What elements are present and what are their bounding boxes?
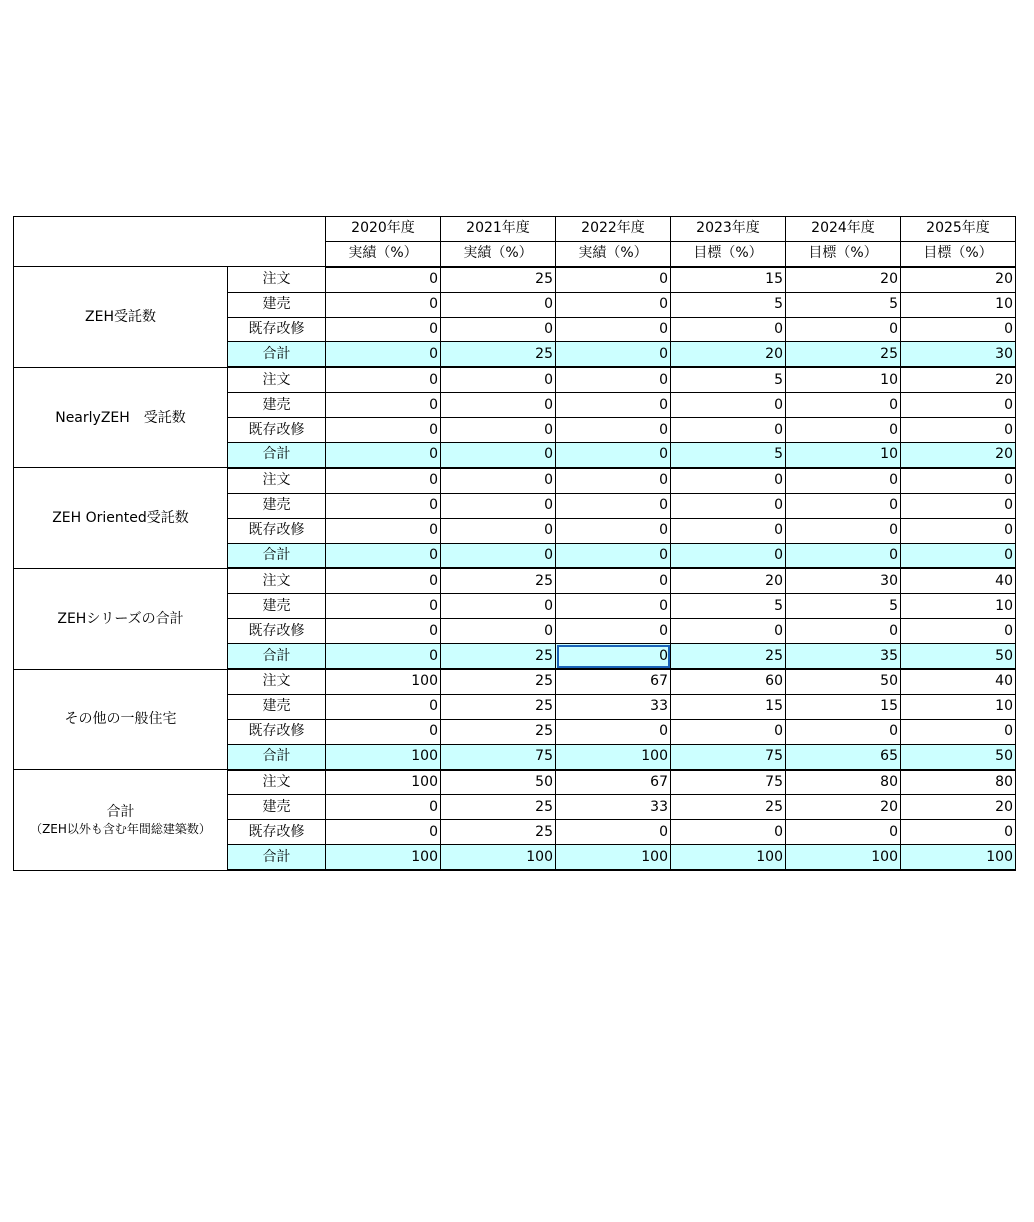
subcategory-cell[interactable]: 合計 bbox=[228, 543, 326, 568]
value-cell[interactable]: 5 bbox=[786, 594, 901, 619]
value-cell[interactable]: 0 bbox=[786, 493, 901, 518]
value-cell[interactable]: 60 bbox=[671, 669, 786, 694]
value-cell[interactable]: 20 bbox=[901, 367, 1016, 392]
value-cell[interactable]: 80 bbox=[901, 770, 1016, 795]
value-cell[interactable]: 5 bbox=[671, 367, 786, 392]
value-cell[interactable]: 0 bbox=[326, 493, 441, 518]
category-note: （ZEH以外も含む年間総建築数） bbox=[30, 821, 211, 836]
value-cell[interactable]: 0 bbox=[901, 393, 1016, 418]
category-label: 合計 bbox=[106, 803, 135, 820]
value-cell[interactable]: 25 bbox=[441, 669, 556, 694]
category-cell[interactable] bbox=[14, 568, 228, 669]
value-cell[interactable]: 30 bbox=[786, 568, 901, 593]
value-cell[interactable]: 65 bbox=[786, 744, 901, 769]
value-cell[interactable]: 0 bbox=[671, 317, 786, 342]
column-year-header[interactable]: 2022年度 bbox=[556, 217, 671, 242]
table-row bbox=[14, 568, 1016, 593]
value-cell[interactable]: 0 bbox=[556, 393, 671, 418]
value-cell[interactable]: 0 bbox=[326, 644, 441, 669]
value-cell[interactable]: 0 bbox=[326, 443, 441, 468]
value-cell[interactable]: 0 bbox=[441, 468, 556, 493]
value-cell[interactable]: 0 bbox=[786, 317, 901, 342]
subcategory-cell[interactable]: 建売 bbox=[228, 694, 326, 719]
table-row bbox=[14, 669, 1016, 694]
value-cell[interactable]: 15 bbox=[786, 694, 901, 719]
value-cell[interactable]: 25 bbox=[671, 644, 786, 669]
column-type-header[interactable]: 目標（%） bbox=[671, 241, 786, 266]
value-cell[interactable]: 0 bbox=[901, 543, 1016, 568]
value-cell[interactable]: 20 bbox=[901, 795, 1016, 820]
value-cell[interactable]: 25 bbox=[441, 568, 556, 593]
value-cell[interactable]: 25 bbox=[441, 694, 556, 719]
value-cell[interactable]: 0 bbox=[901, 493, 1016, 518]
subcategory-cell[interactable]: 注文 bbox=[228, 468, 326, 493]
value-cell[interactable]: 0 bbox=[786, 619, 901, 644]
value-cell[interactable]: 0 bbox=[441, 619, 556, 644]
value-cell[interactable]: 50 bbox=[786, 669, 901, 694]
value-cell[interactable]: 20 bbox=[786, 267, 901, 292]
value-cell[interactable]: 0 bbox=[556, 493, 671, 518]
subcategory-cell[interactable]: 既存改修 bbox=[228, 418, 326, 443]
subcategory-cell[interactable]: 建売 bbox=[228, 795, 326, 820]
subcategory-cell[interactable]: 建売 bbox=[228, 393, 326, 418]
subcategory-cell[interactable]: 合計 bbox=[228, 845, 326, 870]
value-cell[interactable]: 20 bbox=[901, 267, 1016, 292]
value-cell[interactable]: 0 bbox=[326, 820, 441, 845]
value-cell[interactable]: 0 bbox=[786, 418, 901, 443]
value-cell[interactable]: 0 bbox=[441, 594, 556, 619]
value-cell[interactable]: 5 bbox=[671, 594, 786, 619]
value-cell[interactable]: 0 bbox=[556, 292, 671, 317]
value-cell[interactable]: 33 bbox=[556, 694, 671, 719]
value-cell[interactable]: 0 bbox=[326, 568, 441, 593]
value-cell[interactable]: 10 bbox=[901, 292, 1016, 317]
value-cell[interactable]: 0 bbox=[441, 443, 556, 468]
value-cell[interactable]: 0 bbox=[556, 594, 671, 619]
value-cell[interactable]: 25 bbox=[441, 644, 556, 669]
column-year-header[interactable]: 2023年度 bbox=[671, 217, 786, 242]
value-cell[interactable]: 0 bbox=[556, 367, 671, 392]
value-cell[interactable]: 0 bbox=[326, 393, 441, 418]
table-row bbox=[14, 770, 1016, 795]
table-row bbox=[14, 468, 1016, 493]
category-label: その他の一般住宅 bbox=[64, 711, 177, 728]
category-cell[interactable] bbox=[14, 468, 228, 569]
value-cell[interactable]: 75 bbox=[671, 770, 786, 795]
value-cell[interactable]: 100 bbox=[901, 845, 1016, 870]
value-cell[interactable]: 0 bbox=[901, 468, 1016, 493]
value-cell[interactable]: 25 bbox=[441, 820, 556, 845]
table-row bbox=[14, 367, 1016, 392]
value-cell[interactable]: 50 bbox=[901, 644, 1016, 669]
value-cell[interactable]: 0 bbox=[441, 317, 556, 342]
column-type-header[interactable]: 実績（%） bbox=[326, 241, 441, 266]
selected-value-cell[interactable]: 0 bbox=[556, 644, 671, 669]
value-cell[interactable]: 10 bbox=[786, 443, 901, 468]
value-cell[interactable]: 0 bbox=[326, 367, 441, 392]
value-cell[interactable]: 0 bbox=[671, 418, 786, 443]
value-cell[interactable]: 0 bbox=[671, 719, 786, 744]
value-cell[interactable]: 0 bbox=[326, 694, 441, 719]
value-cell[interactable]: 0 bbox=[441, 543, 556, 568]
value-cell[interactable]: 0 bbox=[326, 418, 441, 443]
value-cell[interactable]: 0 bbox=[326, 719, 441, 744]
value-cell[interactable]: 0 bbox=[556, 317, 671, 342]
value-cell[interactable]: 0 bbox=[671, 619, 786, 644]
value-cell[interactable]: 100 bbox=[326, 845, 441, 870]
value-cell[interactable]: 0 bbox=[901, 619, 1016, 644]
value-cell[interactable]: 75 bbox=[441, 744, 556, 769]
subcategory-cell[interactable]: 既存改修 bbox=[228, 518, 326, 543]
value-cell[interactable]: 20 bbox=[786, 795, 901, 820]
value-cell[interactable]: 50 bbox=[901, 744, 1016, 769]
value-cell[interactable]: 80 bbox=[786, 770, 901, 795]
value-cell[interactable]: 0 bbox=[441, 493, 556, 518]
value-cell[interactable]: 0 bbox=[901, 418, 1016, 443]
value-cell[interactable]: 0 bbox=[786, 518, 901, 543]
header-corner-cell[interactable] bbox=[14, 217, 326, 267]
value-cell[interactable]: 0 bbox=[326, 292, 441, 317]
value-cell[interactable]: 0 bbox=[556, 418, 671, 443]
subcategory-cell[interactable]: 建売 bbox=[228, 594, 326, 619]
value-cell[interactable]: 25 bbox=[786, 342, 901, 367]
column-year-header[interactable]: 2020年度 bbox=[326, 217, 441, 242]
value-cell[interactable]: 0 bbox=[671, 518, 786, 543]
column-type-header[interactable]: 実績（%） bbox=[556, 241, 671, 266]
value-cell[interactable]: 20 bbox=[671, 568, 786, 593]
value-cell[interactable]: 0 bbox=[326, 619, 441, 644]
value-cell[interactable]: 100 bbox=[326, 669, 441, 694]
value-cell[interactable]: 0 bbox=[326, 267, 441, 292]
spreadsheet-table bbox=[13, 216, 1016, 871]
value-cell[interactable]: 5 bbox=[786, 292, 901, 317]
value-cell[interactable]: 10 bbox=[786, 367, 901, 392]
value-cell[interactable]: 0 bbox=[441, 518, 556, 543]
value-cell[interactable]: 0 bbox=[901, 719, 1016, 744]
category-label: NearlyZEH 受託数 bbox=[55, 409, 186, 426]
subcategory-cell[interactable]: 既存改修 bbox=[228, 719, 326, 744]
value-cell[interactable]: 25 bbox=[671, 795, 786, 820]
value-cell[interactable]: 0 bbox=[556, 342, 671, 367]
value-cell[interactable]: 20 bbox=[901, 443, 1016, 468]
value-cell[interactable]: 0 bbox=[556, 543, 671, 568]
value-cell[interactable]: 0 bbox=[901, 518, 1016, 543]
value-cell[interactable]: 5 bbox=[671, 443, 786, 468]
value-cell[interactable]: 15 bbox=[671, 267, 786, 292]
value-cell[interactable]: 0 bbox=[556, 443, 671, 468]
value-cell[interactable]: 40 bbox=[901, 568, 1016, 593]
value-cell[interactable]: 0 bbox=[326, 468, 441, 493]
value-cell[interactable]: 0 bbox=[671, 468, 786, 493]
value-cell[interactable]: 0 bbox=[441, 393, 556, 418]
subcategory-cell[interactable]: 注文 bbox=[228, 367, 326, 392]
value-cell[interactable]: 0 bbox=[326, 795, 441, 820]
value-cell[interactable]: 25 bbox=[441, 795, 556, 820]
column-type-header[interactable]: 目標（%） bbox=[786, 241, 901, 266]
subcategory-cell[interactable]: 合計 bbox=[228, 744, 326, 769]
value-cell[interactable]: 100 bbox=[326, 770, 441, 795]
category-cell[interactable] bbox=[14, 367, 228, 468]
value-cell[interactable]: 0 bbox=[556, 619, 671, 644]
column-year-header[interactable]: 2025年度 bbox=[901, 217, 1016, 242]
value-cell[interactable]: 100 bbox=[441, 845, 556, 870]
value-cell[interactable]: 0 bbox=[786, 543, 901, 568]
value-cell[interactable]: 0 bbox=[556, 820, 671, 845]
subcategory-cell[interactable]: 合計 bbox=[228, 342, 326, 367]
table-row bbox=[14, 267, 1016, 292]
value-cell[interactable]: 40 bbox=[901, 669, 1016, 694]
category-cell[interactable] bbox=[14, 770, 228, 871]
value-cell[interactable]: 0 bbox=[556, 568, 671, 593]
value-cell[interactable]: 0 bbox=[326, 342, 441, 367]
value-cell[interactable]: 100 bbox=[671, 845, 786, 870]
category-label: ZEH Oriented受託数 bbox=[52, 510, 189, 527]
value-cell[interactable]: 0 bbox=[556, 267, 671, 292]
value-cell[interactable]: 33 bbox=[556, 795, 671, 820]
category-cell[interactable] bbox=[14, 669, 228, 770]
subcategory-cell[interactable]: 注文 bbox=[228, 267, 326, 292]
value-cell[interactable]: 35 bbox=[786, 644, 901, 669]
value-cell[interactable]: 0 bbox=[786, 393, 901, 418]
value-cell[interactable]: 0 bbox=[556, 468, 671, 493]
category-label: ZEH受託数 bbox=[85, 309, 156, 326]
value-cell[interactable]: 15 bbox=[671, 694, 786, 719]
value-cell[interactable]: 0 bbox=[326, 317, 441, 342]
value-cell[interactable]: 0 bbox=[786, 468, 901, 493]
subcategory-cell[interactable]: 注文 bbox=[228, 568, 326, 593]
subcategory-cell[interactable]: 合計 bbox=[228, 644, 326, 669]
value-cell[interactable]: 75 bbox=[671, 744, 786, 769]
column-type-header[interactable]: 目標（%） bbox=[901, 241, 1016, 266]
value-cell[interactable]: 0 bbox=[556, 719, 671, 744]
subcategory-cell[interactable]: 既存改修 bbox=[228, 820, 326, 845]
value-cell[interactable]: 50 bbox=[441, 770, 556, 795]
value-cell[interactable]: 0 bbox=[326, 594, 441, 619]
value-cell[interactable]: 0 bbox=[901, 317, 1016, 342]
column-type-header[interactable]: 実績（%） bbox=[441, 241, 556, 266]
value-cell[interactable]: 67 bbox=[556, 669, 671, 694]
column-year-header[interactable]: 2021年度 bbox=[441, 217, 556, 242]
header-row-year bbox=[14, 217, 1016, 242]
subcategory-cell[interactable]: 注文 bbox=[228, 669, 326, 694]
value-cell[interactable]: 0 bbox=[671, 543, 786, 568]
value-cell[interactable]: 25 bbox=[441, 342, 556, 367]
value-cell[interactable]: 0 bbox=[326, 518, 441, 543]
value-cell[interactable]: 100 bbox=[786, 845, 901, 870]
value-cell[interactable]: 30 bbox=[901, 342, 1016, 367]
value-cell[interactable]: 0 bbox=[671, 393, 786, 418]
value-cell[interactable]: 5 bbox=[671, 292, 786, 317]
value-cell[interactable]: 0 bbox=[556, 518, 671, 543]
value-cell[interactable]: 20 bbox=[671, 342, 786, 367]
value-cell[interactable]: 0 bbox=[671, 493, 786, 518]
value-cell[interactable]: 100 bbox=[556, 744, 671, 769]
value-cell[interactable]: 0 bbox=[441, 418, 556, 443]
column-year-header[interactable]: 2024年度 bbox=[786, 217, 901, 242]
value-cell[interactable]: 0 bbox=[786, 820, 901, 845]
subcategory-cell[interactable]: 既存改修 bbox=[228, 317, 326, 342]
value-cell[interactable]: 10 bbox=[901, 694, 1016, 719]
value-cell[interactable]: 0 bbox=[901, 820, 1016, 845]
value-cell[interactable]: 67 bbox=[556, 770, 671, 795]
subcategory-cell[interactable]: 合計 bbox=[228, 443, 326, 468]
category-label: ZEHシリーズの合計 bbox=[57, 610, 184, 627]
subcategory-cell[interactable]: 建売 bbox=[228, 493, 326, 518]
value-cell[interactable]: 0 bbox=[441, 292, 556, 317]
value-cell[interactable]: 0 bbox=[786, 719, 901, 744]
value-cell[interactable]: 25 bbox=[441, 719, 556, 744]
value-cell[interactable]: 10 bbox=[901, 594, 1016, 619]
value-cell[interactable]: 0 bbox=[671, 820, 786, 845]
subcategory-cell[interactable]: 注文 bbox=[228, 770, 326, 795]
value-cell[interactable]: 100 bbox=[326, 744, 441, 769]
value-cell[interactable]: 100 bbox=[556, 845, 671, 870]
subcategory-cell[interactable]: 既存改修 bbox=[228, 619, 326, 644]
subcategory-cell[interactable]: 建売 bbox=[228, 292, 326, 317]
value-cell[interactable]: 0 bbox=[326, 543, 441, 568]
value-cell[interactable]: 25 bbox=[441, 267, 556, 292]
value-cell[interactable]: 0 bbox=[441, 367, 556, 392]
category-cell[interactable] bbox=[14, 267, 228, 368]
